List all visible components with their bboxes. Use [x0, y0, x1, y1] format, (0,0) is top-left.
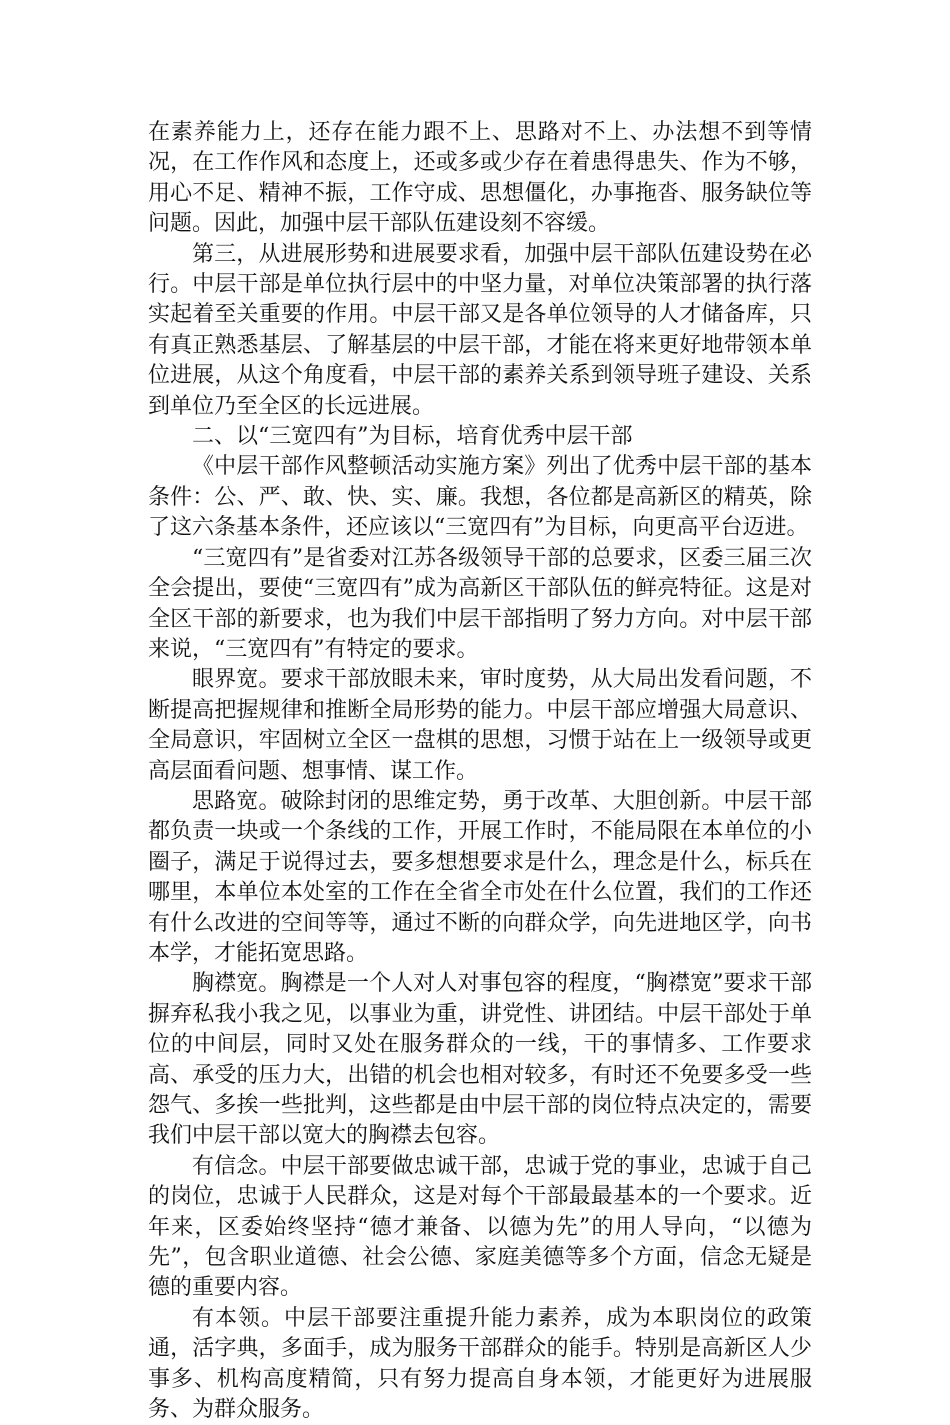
section-heading: 二、以“三宽四有”为目标，培育优秀中层干部 — [192, 424, 633, 450]
paragraph-6: 眼界宽。要求干部放眼未来，审时度势，从大局出发看问题，不断提高把握规律和推断全局形势的能力。中层干部应增强大局意识、全局意识，牢固树立全区一盘棋的思想，习惯于站在上一级领导或更高层面看问题、想事情、谋工作。 — [148, 667, 812, 784]
paragraph-5: “三宽四有”是省委对江苏各级领导干部的总要求，区委三届三次全会提出，要使“三宽四有”成为高新区干部队伍的鲜亮特征。这是对全区干部的新要求，也为我们中层干部指明了努力方向。对中层干部来说，“三宽四有”有特定的要求。 — [148, 545, 812, 662]
paragraph-10: 有本领。中层干部要注重提升能力素养，成为本职岗位的政策通，活字典，多面手，成为服务干部群众的能手。特别是高新区人少事多、机构高度精简，只有努力提高自身本领，才能更好为进展服务、为群众服务。 — [148, 1305, 812, 1423]
paragraph-4: 《中层干部作风整顿活动实施方案》列出了优秀中层干部的基本条件：公、严、敢、快、实、廉。我想，各位都是高新区的精英，除了这六条基本条件，还应该以“三宽四有”为目标，向更高平台迈进。 — [148, 454, 812, 541]
document-body — [148, 118, 812, 1425]
paragraph-1: 在素养能力上，还存在能力跟不上、思路对不上、办法想不到等情况，在工作作风和态度上，还或多或少存在着患得患失、作为不够，用心不足、精神不振，工作守成、思想僵化，办事拖沓、服务缺位等问题。因此，加强中层干部队伍建设刻不容缓。 — [148, 120, 812, 237]
paragraph-9: 有信念。中层干部要做忠诚干部，忠诚于党的事业，忠诚于自己的岗位，忠诚于人民群众，这是对每个干部最最基本的一个要求。近年来，区委始终坚持“德才兼备、以德为先”的用人导向，“以德为先”，包含职业道德、社会公德、家庭美德等多个方面，信念无疑是德的重要内容。 — [148, 1153, 812, 1301]
paragraph-7: 思路宽。破除封闭的思维定势，勇于改革、大胆创新。中层干部都负责一块或一个条线的工作，开展工作时，不能局限在本单位的小圈子，满足于说得过去，要多想想要求是什么，理念是什么，标兵在哪里，本单位本处室的工作在全省全市处在什么位置，我们的工作还有什么改进的空间等等，通过不断的向群众学，向先进地区学，向书本学，才能拓宽思路。 — [148, 788, 812, 966]
paragraph-2: 第三，从进展形势和进展要求看，加强中层干部队伍建设势在必行。中层干部是单位执行层中的中坚力量，对单位决策部署的执行落实起着至关重要的作用。中层干部又是各单位领导的人才储备库，只有真正熟悉基层、了解基层的中层干部，才能在将来更好地带领本单位进展，从这个角度看，中层干部的素养关系到领导班子建设、关系到单位乃至全区的长远进展。 — [148, 241, 812, 419]
paragraph-8: 胸襟宽。胸襟是一个人对人对事包容的程度，“胸襟宽”要求干部摒弃私我小我之见，以事业为重，讲党性、讲团结。中层干部处于单位的中间层，同时又处在服务群众的一线，干的事情多、工作要求高、承受的压力大，出错的机会也相对较多，有时还不免要多受一些怨气、多挨一些批判，这些都是由中层干部的岗位特点决定的，需要我们中层干部以宽大的胸襟去包容。 — [148, 971, 812, 1149]
